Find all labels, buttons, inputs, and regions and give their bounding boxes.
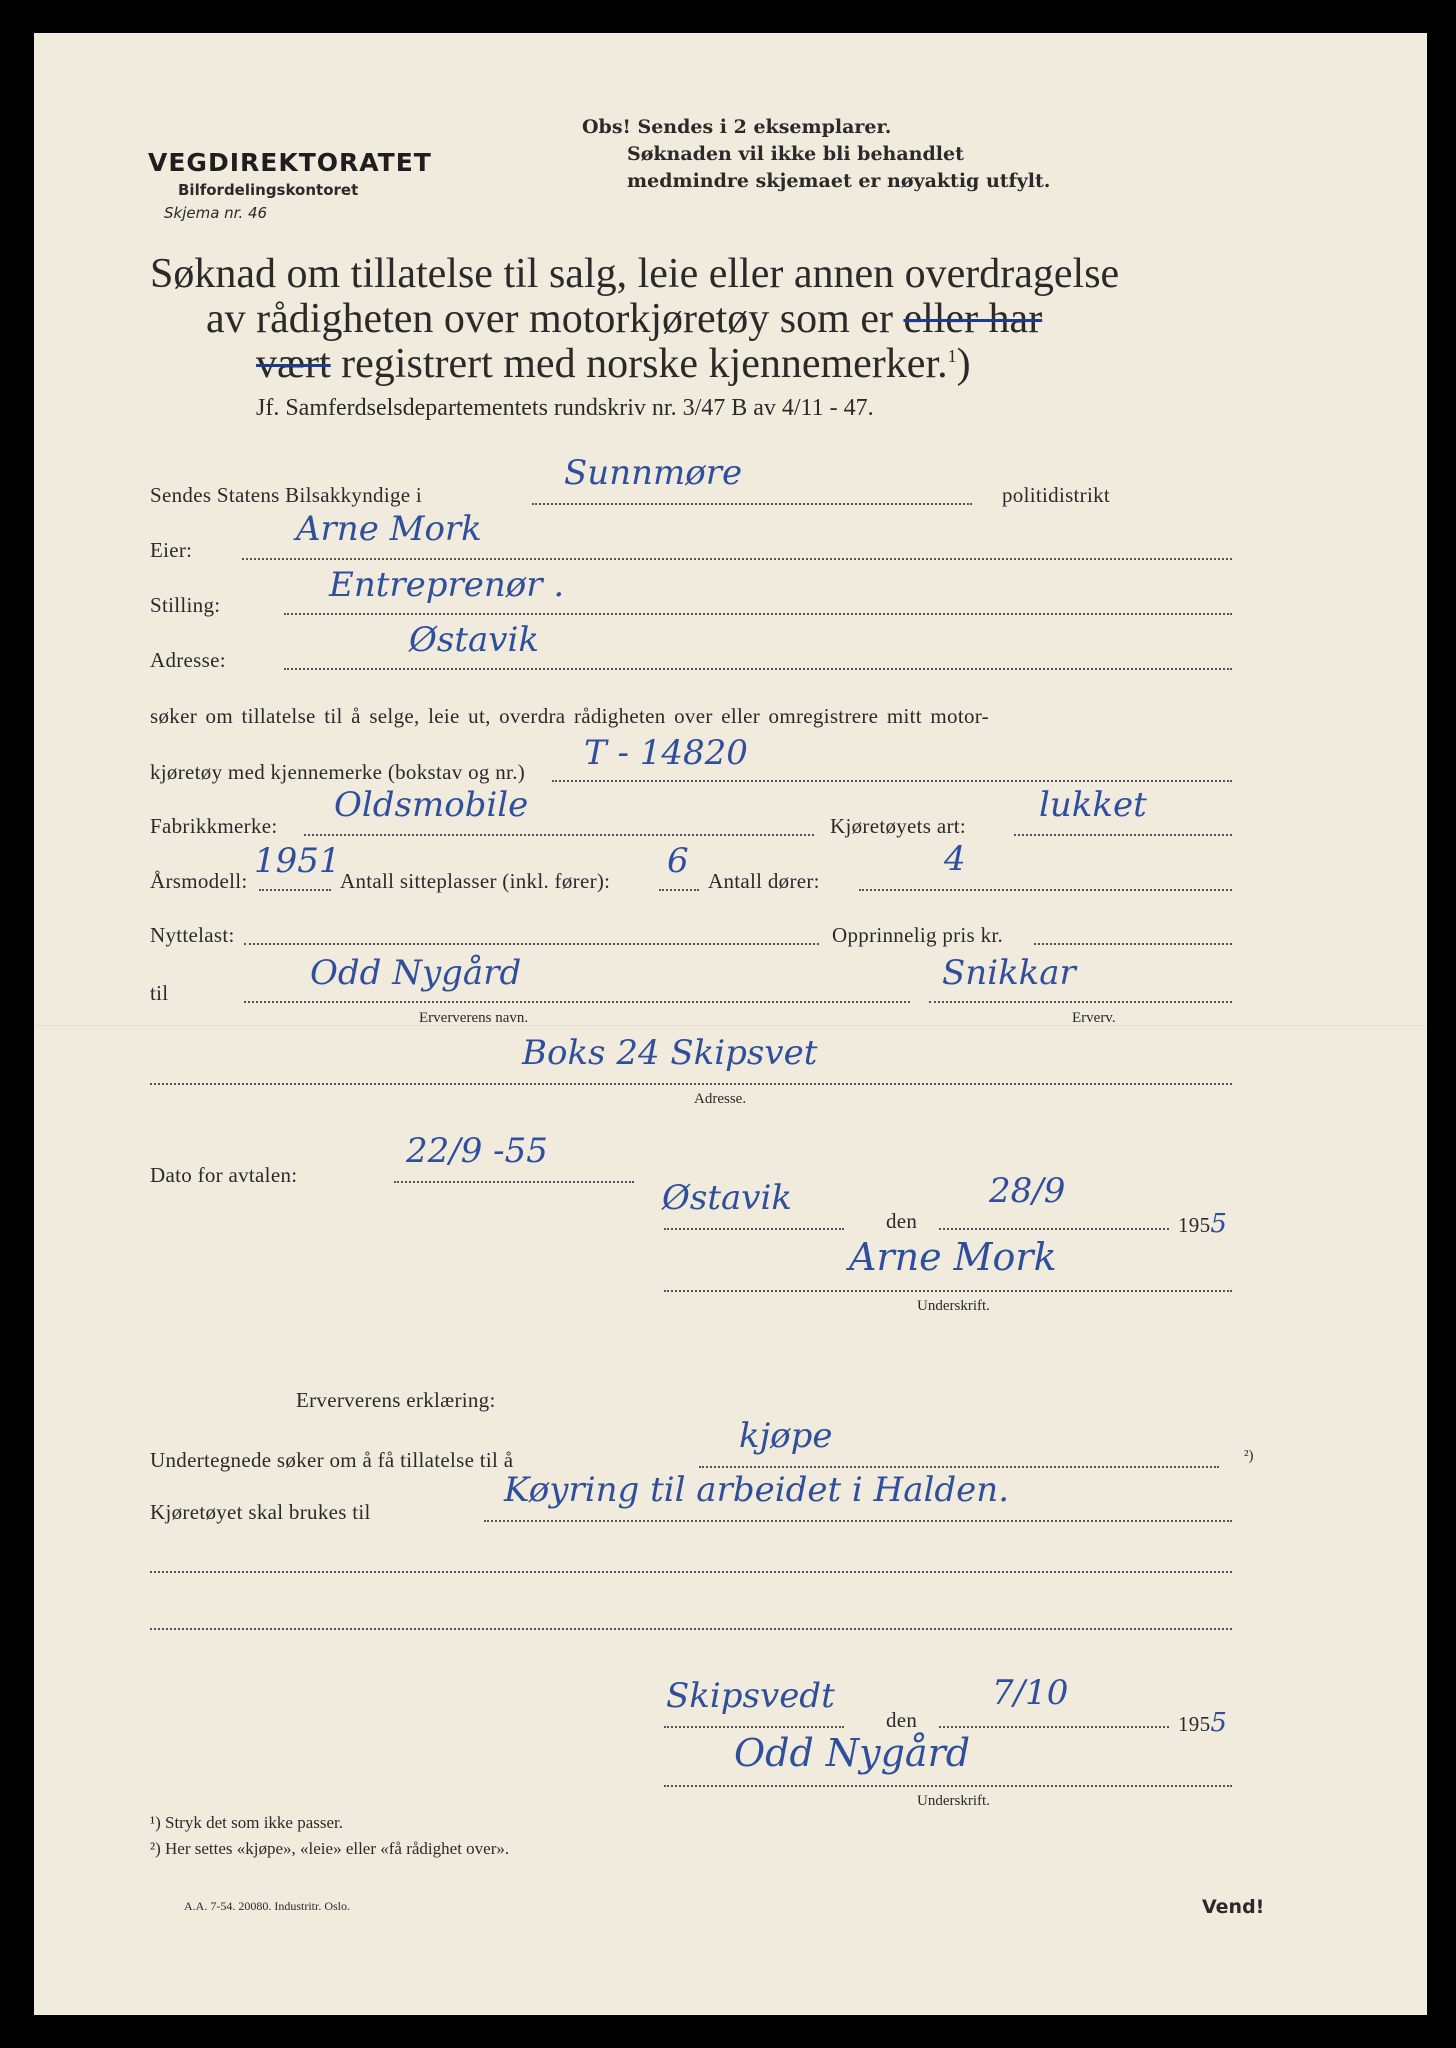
eier-line [242,558,1232,560]
title-line-2: av rådigheten over motorkjøretøy som er eller har [206,296,1043,342]
pris-label: Opprinnelig pris kr. [832,923,1004,947]
dorer-label: Antall dører: [708,869,820,893]
politidistrikt-label: politidistrikt [1002,483,1111,507]
erverv-value: Snikkar [942,953,1076,993]
den2-value: 7/10 [992,1673,1069,1713]
nyttelast-label: Nyttelast: [150,923,235,947]
kjennemerke-line [552,780,1232,782]
adresse-label: Adresse: [150,648,226,672]
dato-line [394,1181,634,1183]
sted2-value: Skipsvedt [666,1676,835,1716]
den1-line [939,1228,1169,1230]
stilling-value: Entreprenør . [329,565,565,605]
adresse-caption: Adresse. [694,1091,747,1107]
kjennemerke-value: T - 14820 [584,733,748,773]
eier-label: Eier: [150,538,193,562]
den2-line [939,1726,1169,1728]
signature2-line [664,1785,1232,1787]
sendes-value: Sunnmøre [564,453,743,493]
stilling-line [284,613,1232,615]
form-sheet [34,33,1427,2015]
underskrift1-caption: Underskrift. [917,1298,990,1314]
erverv-line [929,1001,1232,1003]
year1-suffix: 5 [1210,1209,1228,1239]
obs-line-3: medmindre skjemaet er nøyaktig utfylt. [627,170,1051,192]
art-label: Kjøretøyets art: [830,814,967,838]
den1-value: 28/9 [989,1171,1066,1211]
obs-line-1: Obs! Sendes i 2 eksemplarer. [582,116,892,138]
signature1: Arne Mork [849,1235,1057,1279]
signature2: Odd Nygård [734,1731,971,1775]
brukes-line-2 [150,1571,1232,1573]
eier-value: Arne Mork [296,509,482,549]
fabrikkmerke-label: Fabrikkmerke: [150,814,278,838]
sendes-label: Sendes Statens Bilsakkyndige i [150,483,423,507]
pris-line [1034,943,1232,945]
den1-label: den [886,1209,918,1233]
stilling-label: Stilling: [150,593,221,617]
underskrift2-caption: Underskrift. [917,1793,990,1809]
kjennemerke-label: kjøretøy med kjennemerke (bokstav og nr.) [150,760,526,784]
art-value: lukket [1039,785,1147,825]
fabrikkmerke-value: Oldsmobile [334,785,529,825]
dato-label: Dato for avtalen: [150,1163,298,1187]
arsmodell-label: Årsmodell: [150,869,248,893]
title-line-3: vært registrert med norske kjennemerker.$^1$) [256,341,971,387]
printer-imprint: A.A. 7-54. 20080. Industritr. Oslo. [184,1899,350,1913]
fabrikkmerke-line [304,834,814,836]
declaration-heading: Erververens erklæring: [296,1388,496,1412]
title-line-1: Søknad om tillatelse til salg, leie eller annen overdragelse [150,251,1120,297]
sted2-line [664,1726,844,1728]
dorer-line [859,889,1232,891]
undertegnede-value: kjøpe [739,1416,833,1456]
circular-reference: Jf. Samferdselsdepartementets rundskriv nr. 3/47 B av 4/11 - 47. [256,395,874,421]
dato-value: 22/9 -55 [406,1131,548,1171]
adresse-line [284,668,1232,670]
vend-note: Vend! [1202,1896,1265,1918]
nyttelast-line [244,943,819,945]
year2: 1955 [1178,1708,1228,1738]
brukes-label: Kjøretøyet skal brukes til [150,1500,371,1524]
footnote-1: ¹) Stryk det som ikke passer. [150,1813,344,1832]
undertegnede-label: Undertegnede søker om å få tillatelse til å [150,1448,514,1472]
erverver-adresse-value: Boks 24 Skipsvet [522,1033,818,1073]
art-line [1014,834,1232,836]
erverver-navn-value: Odd Nygård [310,953,522,993]
sitteplasser-value: 6 [667,841,689,881]
undertegnede-line [699,1466,1219,1468]
sitteplasser-label: Antall sitteplasser (inkl. fører): [340,869,611,893]
den2-label: den [886,1708,918,1732]
struck-text: eller har [903,296,1043,342]
soker-text: søker om tillatelse til å selge, leie ut, overdra rådigheten over eller omregistrere mitt motor- [150,704,989,728]
brukes-line [484,1520,1232,1522]
sted1-line [664,1228,844,1230]
fold-line [34,1025,1427,1026]
year2-suffix: 5 [1210,1708,1228,1738]
arsmodell-line [259,889,331,891]
adresse-value: Østavik [409,620,539,660]
brukes-value: Køyring til arbeidet i Halden. [504,1470,1010,1510]
brukes-line-3 [150,1628,1232,1630]
obs-line-2: Søknaden vil ikke bli behandlet [627,143,964,165]
sendes-line [532,503,972,505]
erverver-adresse-line [150,1083,1232,1085]
form-number: Skjema nr. 46 [164,204,268,222]
erverv-caption: Erverv. [1072,1010,1116,1026]
year1: 1955 [1178,1209,1228,1239]
signature1-line [664,1290,1232,1292]
sted1-value: Østavik [662,1178,792,1218]
sitteplasser-line [659,889,699,891]
struck-text: vært [256,341,331,387]
footnote-2: ²) Her settes «kjøpe», «leie» eller «få rådighet over». [150,1839,510,1858]
office-name: Bilfordelingskontoret [178,181,359,199]
erverver-navn-line [244,1001,910,1003]
dorer-value: 4 [944,839,966,879]
org-name: VEGDIREKTORATET [148,148,432,177]
erverver-navn-caption: Erververens navn. [419,1010,529,1026]
arsmodell-value: 1951 [254,841,341,881]
note2-marker: ²) [1244,1448,1254,1464]
til-label: til [150,981,169,1005]
